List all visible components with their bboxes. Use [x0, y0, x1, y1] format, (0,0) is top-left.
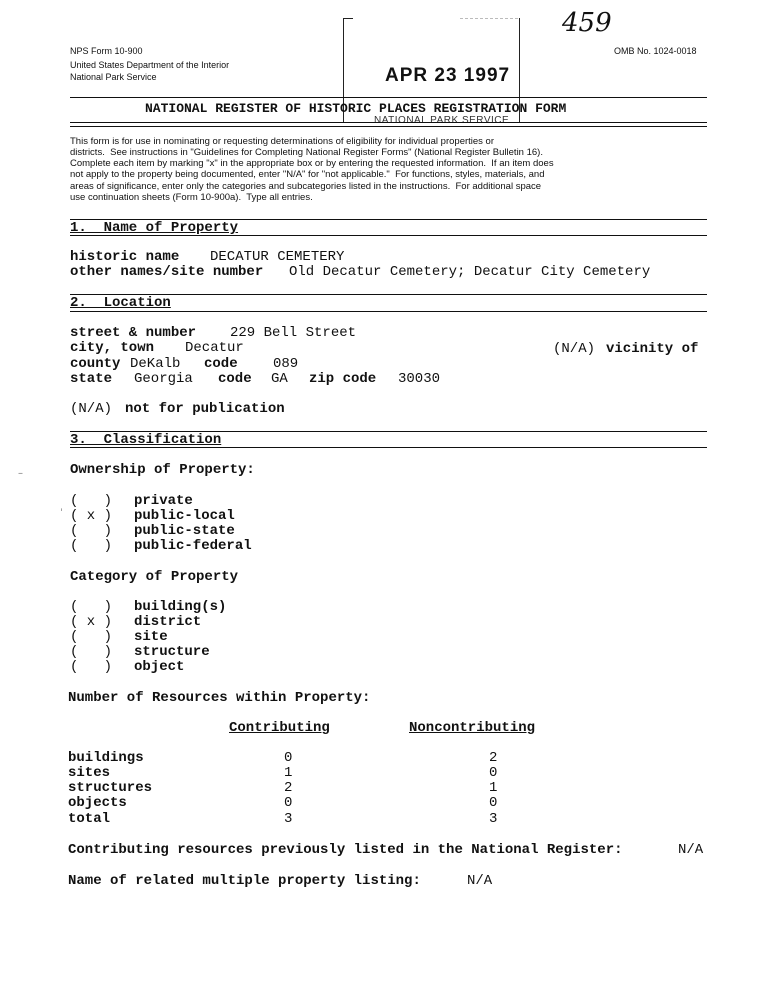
- category-checkbox[interactable]: ( ): [70, 599, 113, 615]
- resources-label: Number of Resources within Property:: [68, 690, 371, 706]
- instructions-line: areas of significance, enter only the categories and subcategories listed in the instructions. For additional space: [70, 181, 542, 192]
- ownership-checkbox[interactable]: ( ): [70, 538, 113, 554]
- city-label: city, town: [70, 340, 155, 356]
- resource-label: objects: [68, 795, 127, 811]
- section1-rule-bottom: [70, 235, 707, 236]
- resource-label: sites: [68, 765, 111, 781]
- resource-noncontributing: 0: [489, 795, 498, 811]
- county-code-value: 089: [273, 356, 299, 372]
- resource-contributing: 2: [284, 780, 293, 796]
- stamp-top-edge: [460, 18, 518, 19]
- margin-dash: –: [18, 468, 23, 479]
- section2-rule-bottom: [70, 311, 707, 312]
- category-checkbox[interactable]: ( ): [70, 629, 113, 645]
- resource-label: total: [68, 811, 111, 827]
- vicinity-label: vicinity of: [606, 341, 699, 357]
- state-label: state: [70, 371, 113, 387]
- historic-name-label: historic name: [70, 249, 180, 265]
- stamp-corner: [343, 18, 353, 19]
- contributing-header: Contributing: [229, 720, 330, 736]
- form-id: NPS Form 10-900: [70, 46, 143, 56]
- category-checkbox[interactable]: ( x ): [70, 614, 113, 630]
- omb-number: OMB No. 1024-0018: [614, 46, 697, 56]
- other-names-value: Old Decatur Cemetery; Decatur City Cemetery: [289, 264, 651, 280]
- resource-noncontributing: 0: [489, 765, 498, 781]
- street-value: 229 Bell Street: [230, 325, 357, 341]
- ownership-option: private: [134, 493, 193, 509]
- stamp-agency: NATIONAL PARK SERVICE: [374, 115, 510, 126]
- instructions-line: Complete each item by marking "x" in the appropriate box or by entering the requested information. If an item does: [70, 158, 554, 169]
- resource-contributing: 0: [284, 750, 293, 766]
- title-rule-top: [70, 97, 707, 98]
- zip-label: zip code: [309, 371, 377, 387]
- section1-heading: 1. Name of Property: [70, 220, 239, 236]
- county-code-label: code: [204, 356, 238, 372]
- category-option: building(s): [134, 599, 227, 615]
- ownership-option: public-state: [134, 523, 235, 539]
- ownership-label: Ownership of Property:: [70, 462, 255, 478]
- department-line: United States Department of the Interior: [70, 60, 230, 70]
- historic-name-value: DECATUR CEMETERY: [210, 249, 345, 265]
- street-label: street & number: [70, 325, 197, 341]
- publication-label: not for publication: [125, 401, 285, 417]
- form-title: NATIONAL REGISTER OF HISTORIC PLACES REGISTRATION FORM: [145, 101, 567, 116]
- zip-value: 30030: [398, 371, 441, 387]
- handwritten-number: 459: [562, 8, 612, 38]
- multiple-listing-value: N/A: [467, 873, 493, 889]
- instructions-line: districts. See instructions in "Guidelines for Completing National Register Forms" (National Register Bulletin 16).: [70, 147, 543, 158]
- ownership-option: public-federal: [134, 538, 252, 554]
- instructions-line: This form is for use in nominating or requesting determinations of eligibility for individual properties or: [70, 136, 495, 147]
- county-label: county: [70, 356, 121, 372]
- state-code-label: code: [218, 371, 252, 387]
- category-checkbox[interactable]: ( ): [70, 659, 113, 675]
- title-rule-bottom-2: [70, 126, 707, 127]
- category-option: district: [134, 614, 202, 630]
- section2-heading: 2. Location: [70, 295, 171, 311]
- resource-contributing: 1: [284, 765, 293, 781]
- category-option: structure: [134, 644, 210, 660]
- category-label: Category of Property: [70, 569, 239, 585]
- multiple-listing-label: Name of related multiple property listing:: [68, 873, 421, 889]
- other-names-label: other names/site number: [70, 264, 264, 280]
- ownership-checkbox[interactable]: ( ): [70, 493, 113, 509]
- category-option: object: [134, 659, 185, 675]
- vicinity-mark: (N/A): [553, 341, 596, 357]
- state-code-value: GA: [271, 371, 288, 387]
- previously-listed-label: Contributing resources previously listed in the National Register:: [68, 842, 623, 858]
- resource-label: buildings: [68, 750, 144, 766]
- county-value: DeKalb: [130, 356, 181, 372]
- category-checkbox[interactable]: ( ): [70, 644, 113, 660]
- title-rule-bottom: [70, 122, 707, 123]
- instructions-line: not apply to the property being documented, enter "N/A" for "not applicable." For functions, styles, materials, and: [70, 169, 545, 180]
- instructions-line: use continuation sheets (Form 10-900a). Type all entries.: [70, 192, 313, 203]
- agency-line: National Park Service: [70, 72, 157, 82]
- publication-mark: (N/A): [70, 401, 113, 417]
- previously-listed-value: N/A: [678, 842, 704, 858]
- state-value: Georgia: [134, 371, 193, 387]
- section3-heading: 3. Classification: [70, 432, 222, 448]
- resource-label: structures: [68, 780, 153, 796]
- stamp-date: APR 23 1997: [385, 65, 511, 86]
- ownership-option: public-local: [134, 508, 235, 524]
- resource-contributing: 3: [284, 811, 293, 827]
- noncontributing-header: Noncontributing: [409, 720, 536, 736]
- section3-rule-bottom: [70, 447, 707, 448]
- category-option: site: [134, 629, 168, 645]
- city-value: Decatur: [185, 340, 244, 356]
- ownership-checkbox[interactable]: ( x ): [70, 508, 113, 524]
- ownership-checkbox[interactable]: ( ): [70, 523, 113, 539]
- resource-noncontributing: 2: [489, 750, 498, 766]
- margin-tick: ˈ: [60, 508, 63, 519]
- resource-noncontributing: 3: [489, 811, 498, 827]
- resource-contributing: 0: [284, 795, 293, 811]
- resource-noncontributing: 1: [489, 780, 498, 796]
